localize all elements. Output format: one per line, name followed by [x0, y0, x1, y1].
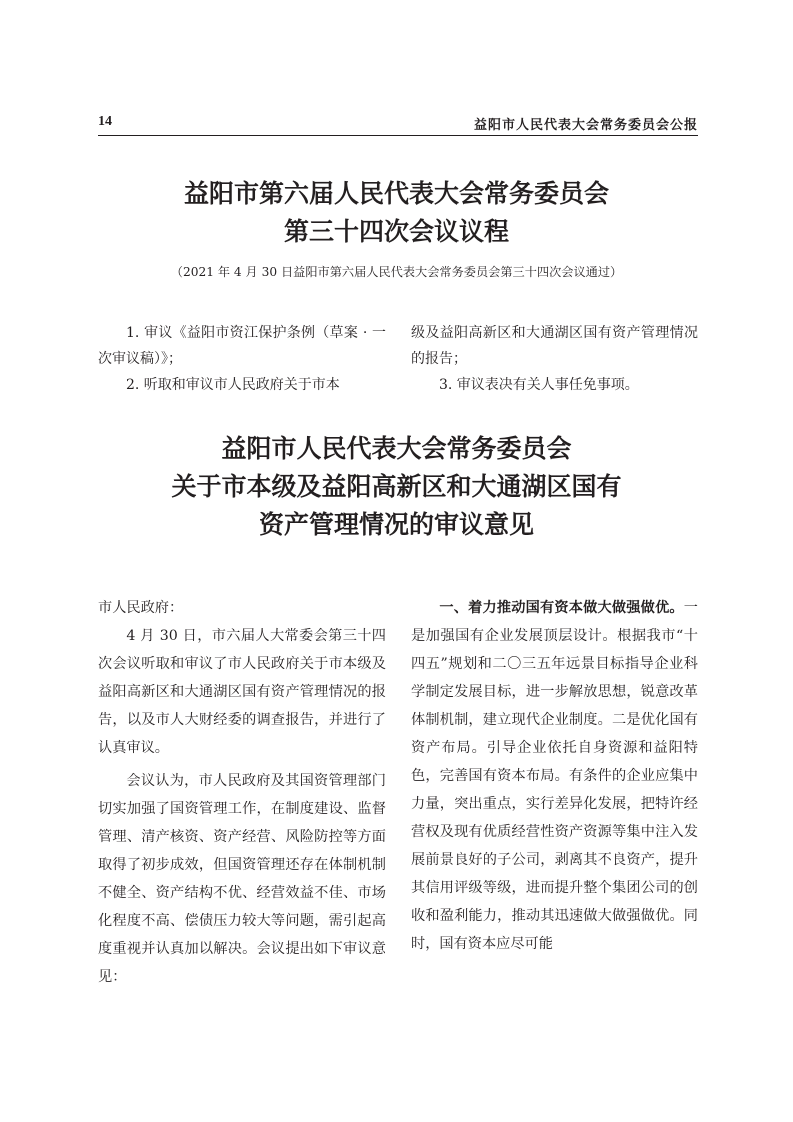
section-1-text: 一是加强国有企业发展顶层设计。根据我市“十四五”规划和二〇三五年远景目标指导企业科学制定发展目标，进一步解放思想，锐意改革体制机制，建立现代企业制度。二是优化国有资产布局。引导企业依托自身资源和益阳特色，完善国有资本布局。有条件的企业应集中力量，突出重点，实行差异化发展，把特许经营权及现有优质经营性资产资源等集中注入发展前景良好的子公司，剥离其不良资产，提升其信用评级等级，进而提升整个集团公司的创收和盈利能力，推动其迅速做大做强做优。同时，国有资本应尽可能 [411, 600, 698, 952]
agenda-right-column [411, 320, 698, 398]
agenda-item-2-part2: 级及益阳高新区和大通湖区国有资产管理情况的报告； [411, 325, 698, 367]
agenda-item-2-part1: 2. 听取和审议市人民政府关于市本 [126, 377, 340, 393]
opinion-title-line3: 资产管理情况的审议意见 [258, 510, 534, 539]
section-1-paragraph [411, 594, 698, 958]
agenda-subtitle: （2021 年 4 月 30 日益阳市第六届人民代表大会常务委员会第三十四次会议通过） [170, 265, 623, 279]
agenda-title-line1: 益阳市第六届人民代表大会常务委员会 [183, 179, 609, 208]
agenda-title [60, 175, 733, 251]
page-number: 14 [98, 114, 112, 129]
salutation: 市人民政府： [98, 600, 184, 616]
page-header [98, 113, 698, 136]
opinion-title [60, 430, 733, 544]
opinion-title-line2: 关于市本级及益阳高新区和大通湖区国有 [171, 472, 622, 501]
paragraph-1: 4 月 30 日，市六届人大常委会第三十四次会议听取和审议了市人民政府关于市本级及益阳高新区和大通湖区国有资产管理情况的报告，以及市人大财经委的调查报告，并进行了认真审议。 [98, 628, 386, 756]
opinion-title-line1: 益阳市人民代表大会常务委员会 [221, 434, 572, 463]
paragraph-2: 会议认为，市人民政府及其国资管理部门切实加强了国资管理工作，在制度建设、监督管理、清产核资、资产经营、风险防控等方面取得了初步成效，但国资管理还存在体制机制不健全、资产结构不优、经营效益不佳、市场化程度不高、偿债压力较大等问题，需引起高度重视并认真加以解决。会议提出如下审议意见： [98, 773, 386, 985]
agenda-item-3: 3. 审议表决有关人事任免事项。 [439, 377, 639, 393]
agenda-left-column [98, 320, 386, 398]
opinion-left-column [98, 594, 386, 991]
section-1-heading: 一、着力推动国有资本做大做强做优。 [439, 600, 684, 616]
journal-name: 益阳市人民代表大会常务委员会公报 [473, 118, 698, 133]
agenda-item-1: 1. 审议《益阳市资江保护条例（草案 · 一次审议稿）》； [98, 325, 386, 367]
agenda-title-line2: 第三十四次会议议程 [283, 217, 509, 246]
opinion-right-column [411, 594, 698, 958]
